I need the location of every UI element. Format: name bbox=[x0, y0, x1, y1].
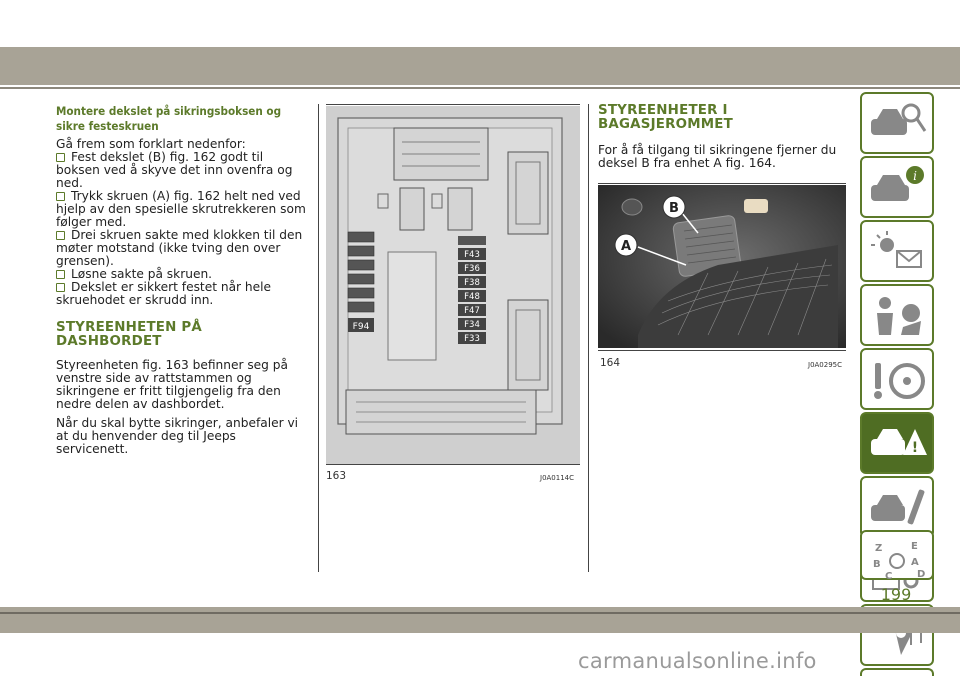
left-column bbox=[56, 104, 308, 462]
column-divider bbox=[318, 104, 319, 572]
svg-text:i: i bbox=[913, 169, 917, 183]
checkbox-bullet-icon bbox=[56, 231, 65, 240]
paragraph: For å få tilgang til sikringene fjerner du deksel B fra enhet A fig. 164. bbox=[598, 143, 837, 170]
tab-airbag-person[interactable] bbox=[860, 284, 934, 346]
watermark: carmanualsonline.info bbox=[578, 649, 817, 673]
checkbox-bullet-icon bbox=[56, 192, 65, 201]
svg-text:B: B bbox=[873, 559, 881, 570]
tab-car-info[interactable] bbox=[860, 156, 934, 218]
list-item bbox=[56, 151, 308, 190]
svg-text:C: C bbox=[885, 571, 893, 582]
figure-code: J0A0114C bbox=[540, 474, 575, 482]
fuse-label: F43 bbox=[464, 250, 480, 260]
fuse-label: F47 bbox=[464, 306, 480, 316]
figure-code: J0A0295C bbox=[808, 361, 843, 369]
top-band bbox=[0, 47, 960, 85]
bottom-band bbox=[0, 607, 960, 633]
heading-trunk-units: STYREENHETER I BAGASJEROMMET bbox=[598, 103, 733, 132]
warning-lights-icon bbox=[867, 227, 929, 277]
figure-rule bbox=[598, 350, 846, 351]
callout-label: A bbox=[620, 239, 632, 254]
fuse-label: F33 bbox=[464, 334, 480, 344]
index-letters-icon bbox=[867, 537, 937, 583]
checkbox-bullet-icon bbox=[56, 153, 65, 162]
svg-text:A: A bbox=[911, 557, 919, 568]
svg-text:!: ! bbox=[911, 440, 919, 456]
step-text: Trykk skruen (A) fig. 162 helt ned ved hjelp av den spesielle skrutrekkeren som følger med. bbox=[56, 189, 306, 229]
figure-rule bbox=[598, 183, 846, 184]
trunk-photo-figure bbox=[598, 185, 846, 348]
tab-index-letters[interactable] bbox=[860, 668, 934, 676]
step-text: Dekslet er sikkert festet når hele skruehodet er skrudd inn. bbox=[56, 280, 272, 307]
tab-car-wrench[interactable] bbox=[860, 476, 934, 538]
tab-car-search[interactable] bbox=[860, 92, 934, 154]
figure-number: 164 bbox=[600, 357, 621, 369]
car-wrench-icon bbox=[867, 483, 929, 533]
airbag-person-icon bbox=[867, 291, 929, 341]
paragraph: Styreenheten fig. 163 befinner seg på venstre side av rattstammen og sikringene er fritt tilgjengelig fra den nedre delen av dashbordet. bbox=[56, 358, 288, 411]
steering-wheel-icon bbox=[867, 355, 929, 405]
figure-rule bbox=[326, 464, 580, 465]
checkbox-bullet-icon bbox=[56, 270, 65, 279]
callout-label: B bbox=[669, 201, 679, 216]
right-column bbox=[598, 104, 843, 170]
tab-index-letters-box[interactable] bbox=[860, 530, 934, 580]
svg-text:D: D bbox=[917, 569, 926, 580]
tab-warning-lights[interactable] bbox=[860, 220, 934, 282]
step-text: Fest dekslet (B) fig. 162 godt til boksen ved å skyve det inn ovenfra og ned. bbox=[56, 150, 293, 190]
fuse-label: F48 bbox=[464, 292, 480, 302]
subheading-cover: Montere dekslet på sikringsboksen og sikre festeskruen bbox=[56, 104, 282, 133]
figure-number: 163 bbox=[326, 470, 347, 482]
fuse-box-figure bbox=[326, 106, 580, 464]
car-info-icon bbox=[867, 163, 929, 213]
checkbox-bullet-icon bbox=[56, 283, 65, 292]
list-item bbox=[56, 229, 308, 268]
fuse-label: F36 bbox=[464, 264, 480, 274]
car-search-icon bbox=[867, 99, 929, 149]
step-text: Løsne sakte på skruen. bbox=[71, 267, 213, 281]
fuse-column bbox=[458, 236, 486, 344]
svg-text:Z: Z bbox=[875, 543, 883, 554]
intro-text: Gå frem som forklart nedenfor: bbox=[56, 137, 246, 151]
list-item bbox=[56, 281, 308, 307]
tab-car-breakdown[interactable] bbox=[860, 412, 934, 474]
svg-text:E: E bbox=[911, 541, 918, 552]
fuse-label: F34 bbox=[464, 320, 480, 330]
column-divider bbox=[588, 104, 589, 572]
fuse-label: F94 bbox=[352, 322, 370, 332]
fuse-label: F38 bbox=[464, 278, 480, 288]
list-item bbox=[56, 190, 308, 229]
tab-steering-wheel[interactable] bbox=[860, 348, 934, 410]
figure-rule bbox=[326, 104, 580, 105]
paragraph: Når du skal bytte sikringer, anbefaler vi at du henvender deg til Jeeps servicenett. bbox=[56, 416, 299, 456]
car-breakdown-icon bbox=[867, 419, 929, 469]
page-number: 199 bbox=[880, 585, 912, 604]
heading-dashboard-unit: STYREENHETEN PÅ DASHBORDET bbox=[56, 320, 202, 349]
step-text: Drei skruen sakte med klokken til den møter motstand (ikke tving den over grensen). bbox=[56, 228, 303, 268]
